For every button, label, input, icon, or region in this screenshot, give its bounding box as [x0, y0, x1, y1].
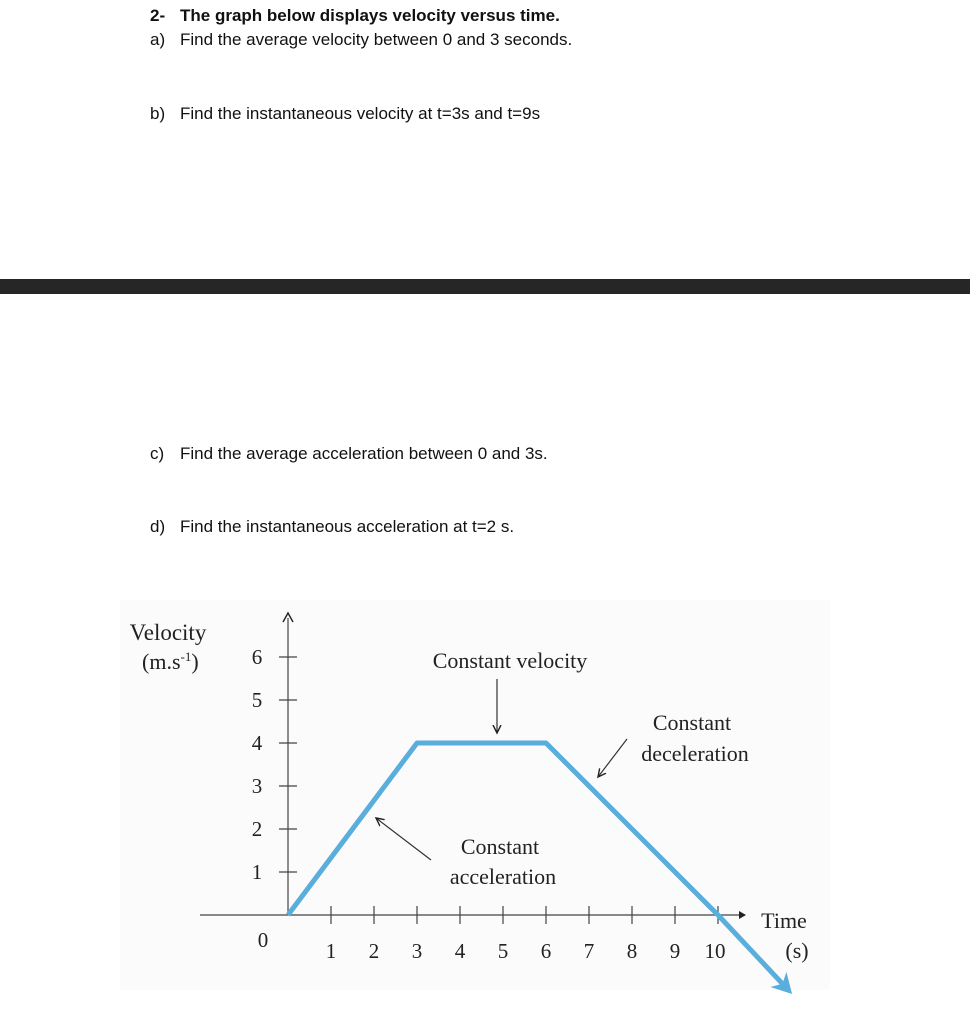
part-c-label: c): [150, 444, 165, 463]
x-tick-label: 6: [540, 939, 552, 963]
annotation-deceleration-line2: deceleration: [641, 741, 749, 766]
x-tick-label: 2: [368, 939, 380, 963]
x-axis-unit: (s): [785, 938, 809, 963]
y-tick-label: 3: [251, 774, 263, 798]
x-axis-label: Time: [761, 908, 807, 933]
annotation-deceleration-line1: Constant: [652, 710, 732, 735]
x-tick-label: 9: [669, 939, 681, 963]
x-tick-label: 7: [583, 939, 595, 963]
part-b-label: b): [150, 104, 166, 123]
annotation-acceleration-line2: acceleration: [449, 864, 557, 889]
y-axis-unit: [142, 649, 199, 674]
x-tick-label: 8: [626, 939, 638, 963]
x-tick-label: 5: [497, 939, 509, 963]
y-tick-label: 2: [251, 817, 263, 841]
x-tick-label: 10: [704, 939, 726, 963]
y-axis-label: Velocity: [129, 620, 207, 645]
annotation-acceleration-line1: Constant: [460, 834, 540, 859]
x-tick-label: 3: [411, 939, 423, 963]
y-axis-unit-base: (m.s: [142, 649, 181, 674]
annotation-deceleration-arrow: [598, 739, 627, 777]
x-tick-label: 1: [325, 939, 337, 963]
y-tick-label: 5: [251, 688, 263, 712]
part-a-text: Find the average velocity between 0 and 3 seconds.: [180, 30, 573, 49]
y-tick-label: 4: [251, 731, 263, 755]
y-axis-unit-exp: -1: [180, 649, 192, 664]
part-a-label: a): [150, 30, 166, 49]
part-b-text: Find the instantaneous velocity at t=3s and t=9s: [180, 104, 541, 123]
question-intro-text: The graph below displays velocity versus time.: [180, 6, 560, 25]
x-tick-label: 4: [454, 939, 466, 963]
part-c-text: Find the average acceleration between 0 and 3s.: [180, 444, 548, 463]
y-axis-unit-close: ): [191, 649, 199, 674]
origin-label: 0: [257, 928, 269, 952]
y-tick-label: 1: [251, 860, 263, 884]
question-number: 2-: [150, 6, 166, 25]
annotation-constant-velocity: Constant velocity: [432, 648, 588, 673]
part-d-text: Find the instantaneous acceleration at t=2 s.: [180, 517, 515, 536]
part-d-label: d): [150, 517, 166, 536]
y-tick-label: 6: [251, 645, 263, 669]
annotation-acceleration-arrow: [376, 818, 431, 860]
